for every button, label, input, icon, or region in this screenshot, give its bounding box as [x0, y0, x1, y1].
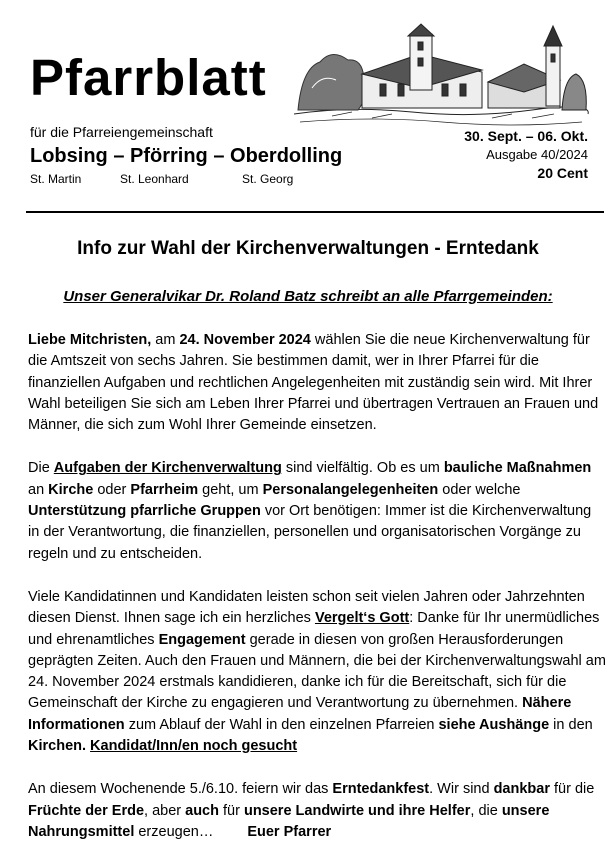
- issue-price: 20 Cent: [537, 165, 588, 181]
- text: erzeugen…: [134, 823, 214, 840]
- masthead-title: Pfarrblatt: [30, 49, 267, 106]
- text: zum Ablauf der Wahl in den einzelnen Pfarreien: [124, 716, 439, 733]
- paragraph-2: [28, 458, 606, 564]
- text: am: [151, 332, 180, 348]
- emphasis: Engagement: [158, 631, 246, 648]
- text: , die: [470, 802, 502, 819]
- article-subheadline: Unser Generalvikar Dr. Roland Batz schreibt an alle Pfarrgemeinden:: [63, 288, 553, 305]
- emphasis: unsere Nahrungsmittel: [28, 802, 550, 840]
- emphasis: Personalangelegenheiten: [262, 481, 439, 498]
- emphasis: siehe Aushänge: [438, 716, 550, 733]
- emphasis: Unterstützung pfarrliche Gruppen: [28, 503, 261, 520]
- article-headline: Info zur Wahl der Kirchenverwaltungen - Erntedank: [77, 238, 539, 259]
- signature: Euer Pfarrer: [247, 823, 332, 840]
- paragraph-1: [28, 330, 606, 436]
- text: sind vielfältig. Ob es um: [281, 460, 444, 477]
- text: an: [28, 481, 49, 498]
- emphasis: Vergelt‘s Gott: [314, 610, 410, 627]
- emphasis: Kirchen.: [28, 738, 87, 755]
- text: vor Ort benötigen: Immer ist die Kirchenverwaltung in der Verantwortung, die finanziellen, personellen und organisatorischen Vorgänge zu regeln und zu entscheiden.: [28, 503, 592, 562]
- emphasis: Kirche: [48, 481, 94, 498]
- emphasis: Pfarrheim: [130, 481, 199, 498]
- election-date: 24. November 2024: [179, 332, 311, 348]
- parish-names: Lobsing – Pförring – Oberdolling: [30, 145, 343, 167]
- emphasis: auch: [185, 802, 219, 819]
- text: in den: [549, 716, 593, 733]
- text: , aber: [144, 802, 186, 819]
- issue-dates: 30. Sept. – 06. Okt.: [464, 128, 588, 144]
- text: Die: [28, 460, 54, 477]
- text: für: [218, 802, 244, 819]
- masthead-subtitle: für die Pfarreiengemeinschaft: [30, 124, 213, 140]
- text: An diesem Wochenende 5./6.10. feiern wir das: [28, 781, 333, 798]
- text: wählen Sie die neue Kirchenverwaltung für die Amtszeit von sechs Jahren. Sie bestimmen damit, wer in Ihrer Pfarrei für die finanziellen Aufgaben und rechtlichen Angelegenheiten mit zuständig sein wird. Mit Ihrer Wahl beteiligen Sie sich am Leben Ihrer Pfarrei und übertragen Vertrauen an Frauen und Männer, die sich zum Wohl Ihrer Gemeinde einsetzen.: [28, 332, 599, 434]
- text: Viele Kandidatinnen und Kandidaten leisten schon seit vielen Jahren oder Jahrzehnten diesen Dienst. Ihnen sage ich ein herzliches: [28, 588, 585, 627]
- text: oder: [93, 481, 131, 498]
- church-illustration: [292, 18, 590, 130]
- emphasis: Früchte der Erde: [28, 802, 145, 819]
- text: für die: [550, 781, 595, 798]
- text: gerade in diesen von großen Herausforderungen geprägten Zeiten. Auch den Frauen und Männern, die bei der Kirchenverwaltungswahl am 24. November 2024 erstmals kandidieren, danke ich für die Bereitschaft, sich für die Gemeinschaft der Kirche zu engagieren und Verantwortung zu übernehmen.: [28, 631, 606, 712]
- candidates-wanted: Kandidat/Inn/en noch gesucht: [90, 738, 298, 755]
- issue-info: [464, 127, 588, 183]
- emphasis: unsere Landwirte und ihre Helfer: [243, 802, 471, 819]
- header-divider: [26, 211, 604, 213]
- emphasis: Nähere Informationen: [28, 695, 572, 733]
- emphasis: dankbar: [493, 781, 550, 798]
- text: . Wir sind: [429, 781, 494, 798]
- text: : Danke für Ihr unermüdliches und ehrenamtliches: [28, 610, 600, 648]
- issue-number: Ausgabe 40/2024: [486, 147, 588, 162]
- paragraph-4: [28, 779, 606, 843]
- emphasis: Erntedankfest: [332, 781, 430, 798]
- text: oder welche: [438, 481, 521, 498]
- emphasis: Aufgaben der Kirchenverwaltung: [53, 460, 282, 477]
- greeting: Liebe Mitchristen,: [28, 332, 152, 348]
- emphasis: bauliche Maßnahmen: [443, 460, 592, 477]
- saint-georg: St. Georg: [242, 172, 294, 186]
- saint-martin: St. Martin: [30, 172, 82, 186]
- article-body: [28, 330, 606, 865]
- saint-leonhard: St. Leonhard: [120, 172, 189, 186]
- paragraph-3: [28, 587, 606, 757]
- text: geht, um: [198, 481, 263, 498]
